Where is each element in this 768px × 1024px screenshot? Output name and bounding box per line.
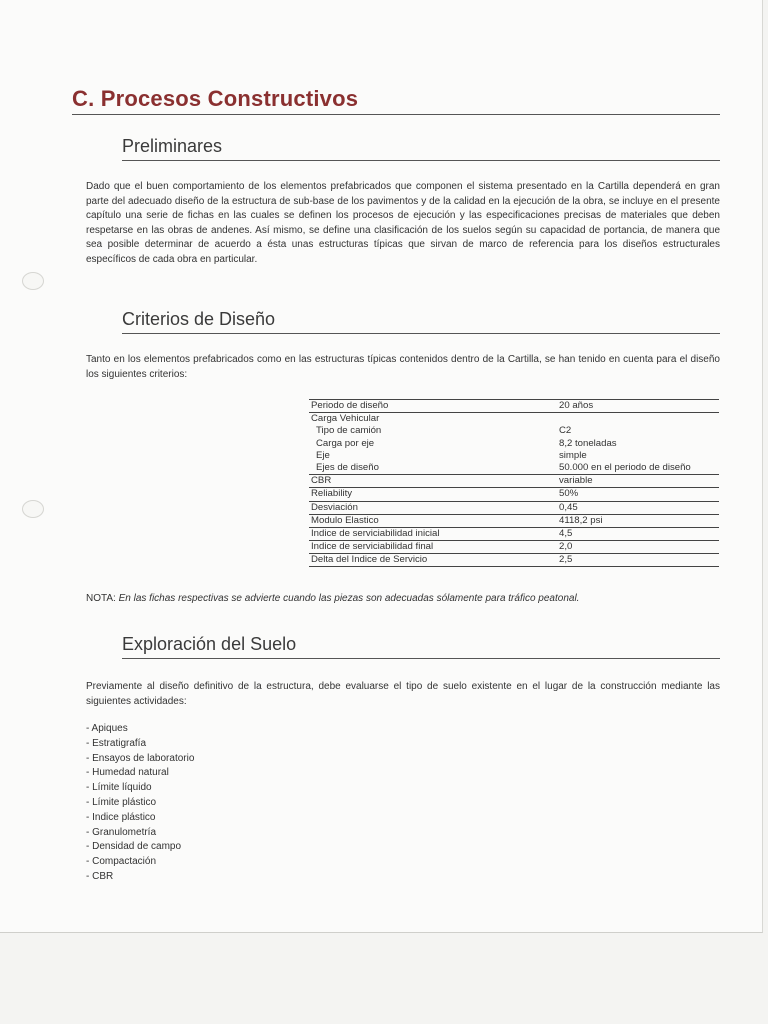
activities-list bbox=[86, 722, 194, 885]
criteria-value: 4118,2 psi bbox=[557, 514, 719, 527]
criteria-row bbox=[309, 541, 719, 554]
note-prefix: NOTA: bbox=[86, 593, 116, 604]
criteria-value: 2,5 bbox=[557, 554, 719, 567]
chapter-title: C. Procesos Constructivos bbox=[72, 86, 720, 115]
criteria-label: CBR bbox=[309, 475, 557, 488]
criteria-label: Ejes de diseño bbox=[316, 462, 379, 474]
criteria-label: Eje bbox=[316, 449, 330, 461]
criteria-value: 2,0 bbox=[557, 541, 719, 554]
criteria-row bbox=[309, 514, 719, 527]
criteria-label: Tipo de camión bbox=[316, 425, 382, 437]
criteria-label: Carga por eje bbox=[316, 437, 375, 449]
criteria-row bbox=[309, 438, 719, 450]
criteria-label: Indice de serviciabilidad inicial bbox=[309, 527, 557, 540]
criteria-value bbox=[557, 413, 719, 426]
criteria-value: variable bbox=[557, 475, 719, 488]
criteria-row bbox=[309, 475, 719, 488]
criteria-label: Delta del Indice de Servicio bbox=[309, 554, 557, 567]
criteria-value: 8,2 toneladas bbox=[559, 437, 617, 449]
criteria-label: Reliability bbox=[309, 488, 557, 501]
punch-hole bbox=[22, 272, 44, 290]
criteria-label: Modulo Elastico bbox=[309, 514, 557, 527]
section-title-preliminares: Preliminares bbox=[122, 136, 720, 161]
criteria-row bbox=[309, 527, 719, 540]
criteria-value: 50% bbox=[557, 488, 719, 501]
activity-item: - Compactación bbox=[86, 856, 157, 868]
activity-item: - Límite líquido bbox=[86, 782, 152, 794]
activity-item: - CBR bbox=[86, 870, 114, 882]
criteria-row bbox=[309, 501, 719, 514]
criteria-row bbox=[309, 425, 719, 437]
activity-item: - Indice plástico bbox=[86, 811, 156, 823]
criteria-value: 0,45 bbox=[557, 501, 719, 514]
section-title-exploracion: Exploración del Suelo bbox=[122, 634, 720, 659]
section-title-criterios: Criterios de Diseño bbox=[122, 309, 720, 334]
design-note bbox=[86, 593, 726, 604]
criteria-value: simple bbox=[559, 449, 587, 461]
criterios-paragraph: Tanto en los elementos prefabricados como en las estructuras típicas contenidos dentro de la Cartilla, se han tenido en cuenta para el diseño los siguientes criterios: bbox=[86, 354, 720, 380]
design-criteria-table bbox=[309, 399, 719, 567]
criteria-value: C2 bbox=[559, 425, 572, 437]
criteria-row bbox=[309, 400, 719, 413]
criteria-value: 20 años bbox=[557, 400, 719, 413]
criteria-row bbox=[309, 462, 719, 475]
criteria-row bbox=[309, 450, 719, 462]
activity-item: - Estratigrafía bbox=[86, 737, 147, 749]
activity-item: - Densidad de campo bbox=[86, 841, 182, 853]
criteria-row bbox=[309, 413, 719, 426]
activity-item: - Apiques bbox=[86, 723, 128, 734]
exploracion-paragraph: Previamente al diseño definitivo de la estructura, debe evaluarse el tipo de suelo existente en el lugar de la construcción mediante las siguientes actividades: bbox=[86, 681, 720, 707]
preliminares-paragraph: Dado que el buen comportamiento de los elementos prefabricados que componen el sistema presentado en la Cartilla dependerá en gran parte del adecuado diseño de la estructura de sub-base de los pavimentos y de la calidad en la ejecución de la obra, se incluye en el presente capítulo una serie de fichas en las cuales se definen los procesos de ejecución y las especificaciones precisas de materiales que deben respetarse en las obras de andenes. Así mismo, se define una clasificación de los suelos según su capacidad de portancia, de manera que sea posible determinar de acuerdo a ésta unas estructuras típicas que sirvan de marco de referencia para los diseños estructurales específicos de cada obra en particular. bbox=[86, 181, 720, 265]
criteria-label: Carga Vehicular bbox=[309, 413, 557, 426]
criteria-row bbox=[309, 488, 719, 501]
note-text: En las fichas respectivas se advierte cuando las piezas son adecuadas sólamente para tráfico peatonal. bbox=[118, 593, 580, 604]
criteria-value: 50.000 en el periodo de diseño bbox=[559, 462, 691, 474]
criteria-label: Periodo de diseño bbox=[309, 400, 557, 413]
criteria-value: 4,5 bbox=[557, 527, 719, 540]
activity-item: - Humedad natural bbox=[86, 767, 169, 779]
criteria-row bbox=[309, 554, 719, 567]
activity-item: - Límite plástico bbox=[86, 796, 157, 808]
punch-hole bbox=[22, 500, 44, 518]
activity-item: - Granulometría bbox=[86, 826, 157, 838]
activity-item: - Ensayos de laboratorio bbox=[86, 752, 195, 764]
criteria-label: Indice de serviciabilidad final bbox=[309, 541, 557, 554]
criteria-label: Desviación bbox=[309, 501, 557, 514]
